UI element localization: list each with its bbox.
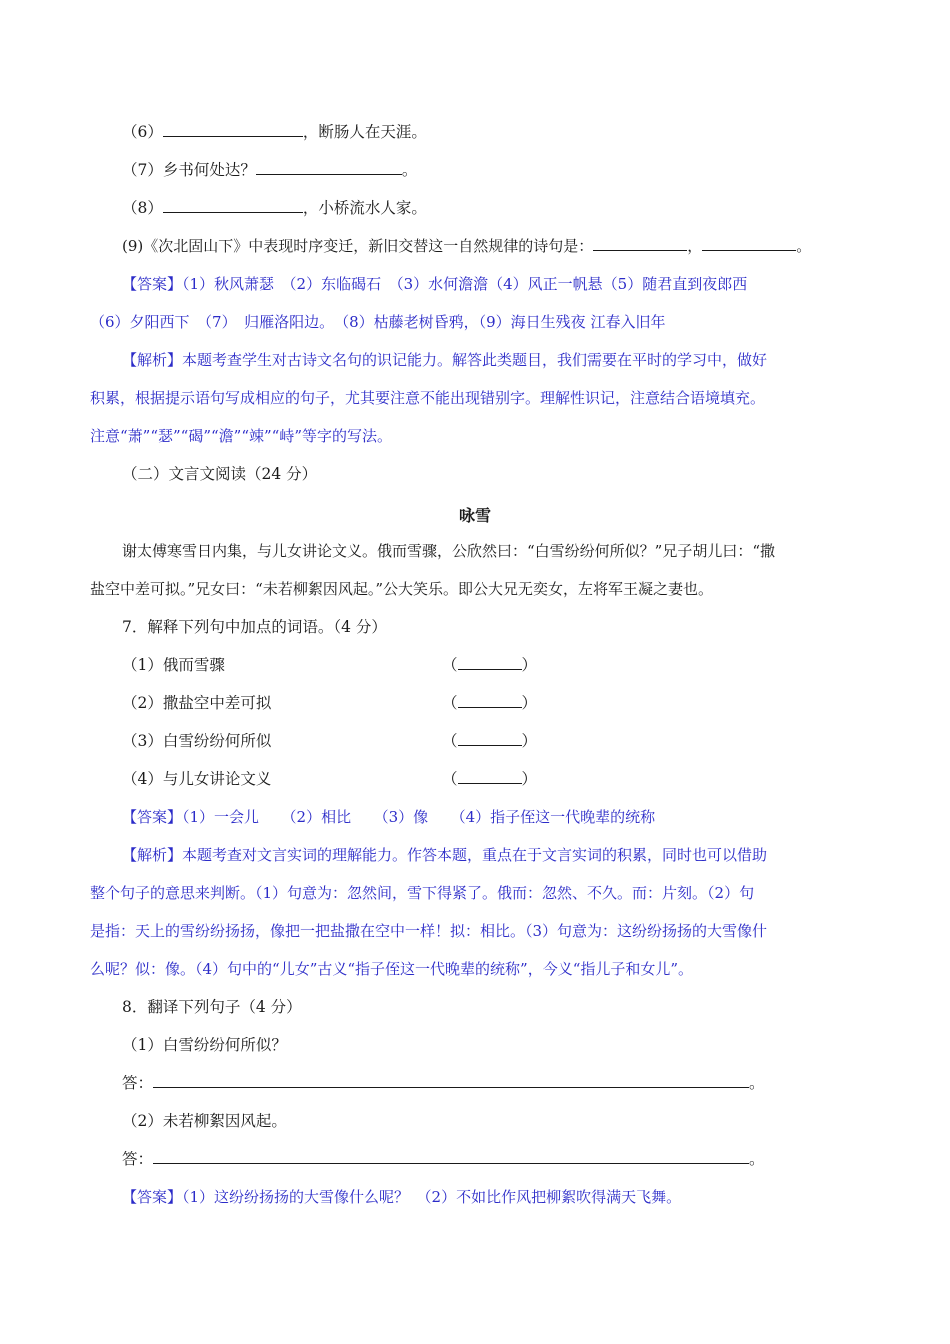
q8-fill-blank[interactable]	[163, 198, 303, 213]
q6-text: ，断肠人在天涯。	[302, 123, 427, 141]
q7-answer: 【答案】（1）一会儿 （2）相比 （3）像 （4）指子侄这一代晚辈的统称	[122, 808, 656, 826]
section-heading: （二）文言文阅读（24 分）	[122, 465, 318, 483]
q6-blank[interactable]	[163, 122, 303, 137]
q7-fill-number: （7）	[122, 161, 163, 179]
q9-fill-text: (9)《次北固山下》中表现时序变迁，新旧交替这一自然规律的诗句是：	[122, 237, 594, 255]
paren-open: （	[442, 694, 458, 712]
q7-item-label: （3）白雪纷纷何所似	[122, 732, 272, 750]
q7-prompt: 7．解释下列句中加点的词语。（4 分）	[122, 618, 387, 636]
q9-blank-1[interactable]	[593, 236, 687, 251]
q8-fill-number: （8）	[122, 199, 163, 217]
answer-label: 答：	[122, 1074, 154, 1092]
q7-analysis-line-4: 么呢？似：像。（4）句中的“儿女”古义“指子侄这一代晚辈的统称”，今义“指儿子和女儿”。	[90, 960, 694, 978]
passage-line-1: 谢太傅寒雪日内集，与儿女讲论文义。俄而雪骤，公欣然曰：“白雪纷纷何所似？”兄子胡儿曰：“撒	[122, 542, 776, 560]
q6-line	[122, 122, 427, 142]
q8-prompt: 8．翻译下列句子（4 分）	[122, 998, 302, 1016]
q7-analysis-line-1: 【解析】本题考查对文言实词的理解能力。作答本题，重点在于文言实词的积累，同时也可以借助	[122, 846, 768, 864]
paren-open: （	[442, 656, 458, 674]
passage-title: 咏雪	[458, 506, 491, 525]
poetry-analysis-line-3: 注意“萧”“瑟”“碣”“澹”“竦”“峙”等字的写法。	[90, 427, 393, 445]
q8-answer-blank-1[interactable]	[153, 1073, 749, 1088]
poetry-analysis-line-2: 积累，根据提示语句写成相应的句子，尤其要注意不能出现错别字。理解性识记，注意结合语境填充。	[90, 389, 766, 407]
q7-item-label: （1）俄而雪骤	[122, 656, 225, 674]
q7-item-blank[interactable]	[458, 655, 522, 670]
q7-item-paren	[442, 693, 537, 713]
paren-open: （	[442, 770, 458, 788]
poetry-answer-line-1: 【答案】（1）秋风萧瑟 （2）东临碣石 （3）水何澹澹（4）风正一帆悬（5）随君直到夜郎西	[122, 275, 748, 293]
q8-fill-text: ，小桥流水人家。	[302, 199, 427, 217]
q9-fill-line	[122, 236, 811, 256]
q8-answer-line-1	[122, 1073, 765, 1093]
q7-fill-line	[122, 160, 417, 180]
q7-item-1	[122, 655, 538, 675]
passage-line-2: 盐空中差可拟。”兄女曰：“未若柳絮因风起。”公大笑乐。即公大兄无奕女，左将军王凝之妻也。	[90, 580, 714, 598]
q8-answer-blank-2[interactable]	[153, 1149, 749, 1164]
q7-item-2	[122, 693, 538, 713]
q7-fill-blank[interactable]	[256, 160, 402, 175]
paren-close: ）	[521, 694, 538, 712]
q8-answer: 【答案】（1）这纷纷扬扬的大雪像什么呢？ （2）不如比作风把柳絮吹得满天飞舞。	[122, 1188, 682, 1206]
answer-label: 答：	[122, 1150, 154, 1168]
q9-end: 。	[796, 237, 812, 255]
q7-analysis-line-2: 整个句子的意思来判断。（1）句意为：忽然间，雪下得紧了。俄而：忽然、不久。而：片刻。（2）句	[90, 884, 755, 902]
q8-answer-line-2	[122, 1149, 765, 1169]
q7-item-label: （2）撒盐空中差可拟	[122, 694, 272, 712]
q7-item-blank[interactable]	[458, 731, 522, 746]
paren-close: ）	[521, 770, 538, 788]
paren-open: （	[442, 732, 458, 750]
q7-fill-text: 乡书何处达？	[162, 161, 256, 179]
q7-analysis-line-3: 是指：天上的雪纷纷扬扬，像把一把盐撒在空中一样！拟：相比。（3）句意为：这纷纷扬扬的大雪像什	[90, 922, 768, 940]
q8-fill-line	[122, 198, 427, 218]
q7-item-4	[122, 769, 538, 789]
answer-end: 。	[749, 1074, 765, 1092]
q7-item-paren	[442, 655, 537, 675]
q7-item-label: （4）与儿女讲论文义	[122, 770, 272, 788]
poetry-answer-line-2: （6）夕阳西下 （7） 归雁洛阳边。 （8）枯藤老树昏鸦，（9）海日生残夜 江春入旧年	[90, 313, 666, 331]
paren-close: ）	[521, 732, 538, 750]
q7-item-blank[interactable]	[458, 693, 522, 708]
poetry-analysis-line-1: 【解析】本题考查学生对古诗文名句的识记能力。解答此类题目，我们需要在平时的学习中，做好	[122, 351, 768, 369]
q7-fill-end: 。	[401, 161, 418, 179]
q7-item-blank[interactable]	[458, 769, 522, 784]
q8-sentence-1: （1）白雪纷纷何所似？	[122, 1036, 287, 1054]
q6-number: （6）	[122, 123, 163, 141]
paren-close: ）	[521, 656, 538, 674]
q7-item-paren	[442, 769, 537, 789]
answer-end: 。	[749, 1150, 765, 1168]
q7-item-paren	[442, 731, 537, 751]
q9-sep: ，	[687, 237, 703, 255]
q9-blank-2[interactable]	[702, 236, 796, 251]
q7-item-3	[122, 731, 538, 751]
q8-sentence-2: （2）未若柳絮因风起。	[122, 1112, 287, 1130]
